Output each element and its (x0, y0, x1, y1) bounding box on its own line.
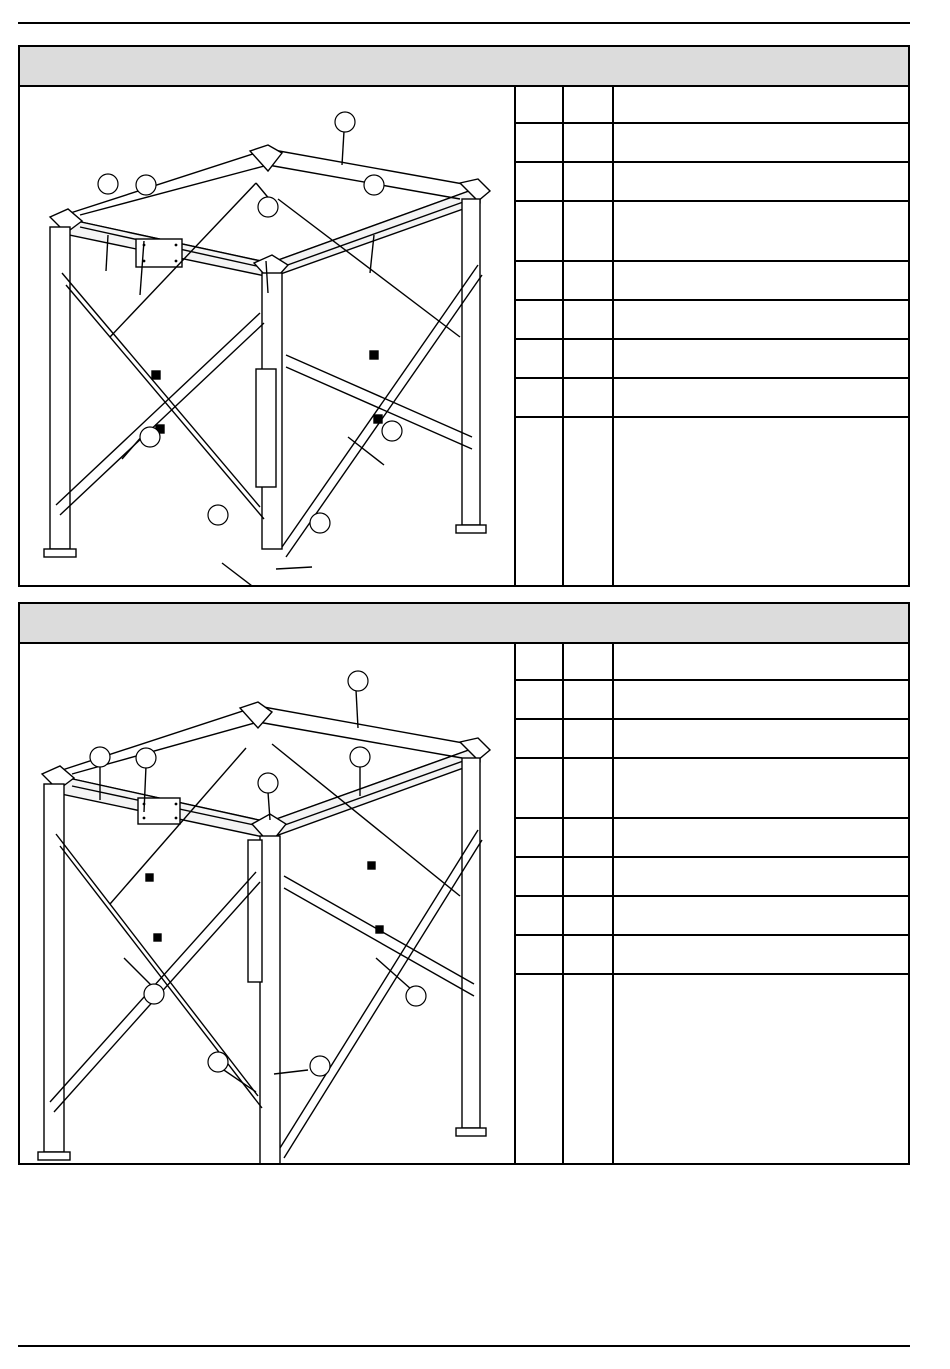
parts-row (514, 202, 908, 262)
parts-row (514, 642, 908, 681)
parts-row (514, 759, 908, 819)
callout-balloon (90, 747, 110, 767)
callout-balloon (136, 175, 156, 195)
callout-balloon (382, 421, 402, 441)
support-frame-drawing-2 (20, 644, 514, 1163)
parts-row (514, 681, 908, 720)
parts-row (514, 897, 908, 936)
parts-row (514, 720, 908, 759)
parts-row (514, 85, 908, 124)
parts-row (514, 340, 908, 379)
frame-illustration-1 (20, 87, 516, 585)
panel-2-header (20, 604, 908, 644)
frame-illustration-2 (20, 644, 516, 1163)
callout-balloon (350, 747, 370, 767)
callout-balloon (406, 986, 426, 1006)
callout-balloon (140, 427, 160, 447)
parts-row (514, 819, 908, 858)
parts-row (514, 379, 908, 418)
parts-table-1 (514, 85, 908, 585)
bottom-rule (18, 1345, 910, 1347)
callout-balloon (258, 773, 278, 793)
parts-row (514, 163, 908, 202)
callout-balloon (258, 197, 278, 217)
panel-1-header (20, 47, 908, 87)
support-frame-drawing-1 (20, 87, 514, 585)
callout-balloon (310, 513, 330, 533)
parts-row (514, 936, 908, 975)
callout-balloon (98, 174, 118, 194)
top-rule (18, 22, 910, 24)
callout-balloon (310, 1056, 330, 1076)
callout-balloon (208, 505, 228, 525)
callout-balloon (144, 984, 164, 1004)
parts-row (514, 975, 908, 1163)
callout-balloon (335, 112, 355, 132)
figure-panel-1 (18, 45, 910, 587)
callout-balloon (208, 1052, 228, 1072)
parts-table-2 (514, 642, 908, 1163)
callout-balloon (364, 175, 384, 195)
figure-panel-2 (18, 602, 910, 1165)
callout-balloon (136, 748, 156, 768)
parts-row (514, 301, 908, 340)
parts-row (514, 858, 908, 897)
parts-row (514, 262, 908, 301)
parts-row (514, 418, 908, 585)
callout-balloon (348, 671, 368, 691)
parts-row (514, 124, 908, 163)
